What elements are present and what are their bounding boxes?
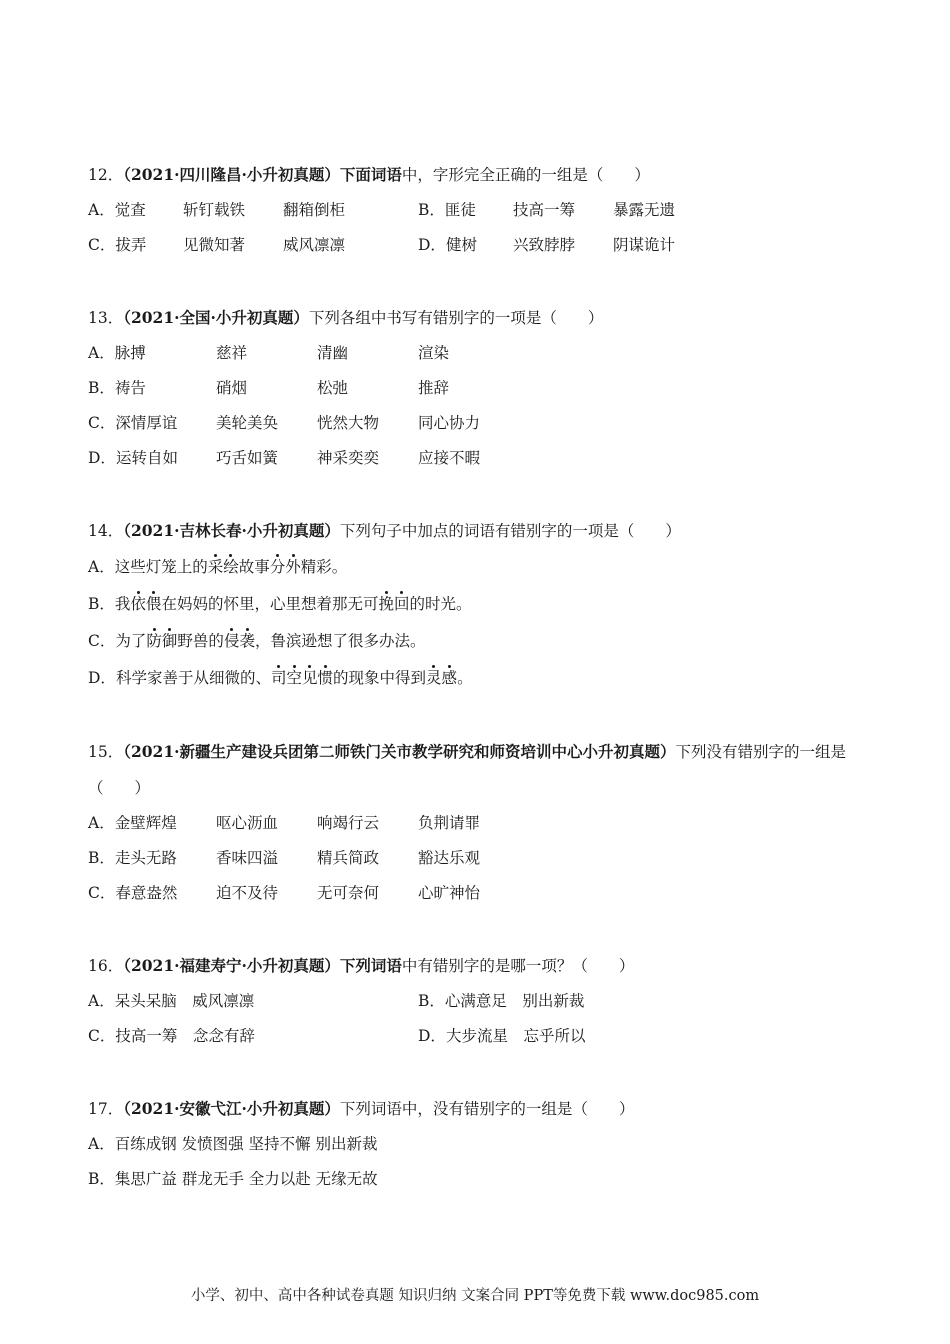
dotted-char: 分 [269, 558, 286, 576]
option-label: A． [88, 558, 115, 576]
question-text: 下列句子中加点的词语有错别字的一项是（ ） [339, 522, 681, 540]
dotted-char: 防 [146, 632, 162, 650]
option-word: 香味四溢 [216, 849, 279, 867]
dotted-char: 偎 [145, 595, 162, 613]
question-number: 15． [88, 743, 124, 761]
question-12 [88, 157, 878, 263]
question-stem [88, 513, 878, 549]
question-13 [88, 300, 878, 476]
option-text: ，鲁滨逊想了很多办法。 [254, 632, 426, 650]
option-word: 迫不及待 [216, 884, 279, 902]
option-word: 深情厚谊 [115, 414, 178, 432]
option-word: 呕心沥血 [216, 814, 279, 832]
dotted-char: 依 [130, 595, 146, 613]
question-number: 14． [88, 522, 124, 540]
option-word: 祷告 [114, 379, 146, 397]
dotted-char: 司 [270, 669, 287, 687]
question-source: （2021·吉林长春·小升初真题） [123, 521, 340, 540]
option-text: 百练成钢 发愤图强 坚持不懈 别出新裁 [114, 1135, 378, 1153]
question-number: 16． [88, 957, 124, 975]
option-row [88, 336, 878, 371]
option-label: B． [418, 992, 445, 1010]
option-word: 同心协力 [418, 414, 481, 432]
option-label: C． [88, 414, 116, 432]
option-label: C． [88, 1027, 116, 1045]
question-number: 17． [88, 1100, 124, 1118]
option-word: 巧舌如簧 [216, 449, 279, 467]
dotted-char: 惯 [317, 669, 334, 687]
option-row [88, 549, 878, 586]
option-word: 走头无路 [114, 849, 177, 867]
question-16 [88, 948, 878, 1054]
question-stem [88, 1091, 878, 1127]
option-word: 拔弄 [115, 236, 147, 254]
option-word: 翻箱倒柜 [283, 201, 346, 219]
option-word: 兴致脖脖 [513, 236, 576, 254]
question-text: 下列词语中，没有错别字的一组是（ ） [339, 1100, 635, 1118]
option-word: 慈祥 [216, 344, 248, 362]
option-word: 匪徒 [444, 201, 476, 219]
option-word: 暴露无遗 [613, 201, 676, 219]
option-label: B． [88, 379, 115, 397]
question-source: （2021·全国·小升初真题） [123, 308, 309, 327]
option-word: 推辞 [418, 379, 450, 397]
question-stem [88, 300, 878, 336]
question-number: 12． [88, 166, 124, 184]
option-word: 金壁辉煌 [114, 814, 177, 832]
question-stem [88, 734, 878, 806]
option-text: 心满意足 别出新裁 [444, 992, 585, 1010]
question-text: 下列各组中书写有错别字的一项是（ ） [308, 309, 604, 327]
question-17 [88, 1091, 878, 1197]
option-text: 这些灯笼上的 [114, 558, 208, 576]
option-word: 见微知著 [183, 236, 246, 254]
dotted-char: 空 [286, 669, 302, 687]
dotted-char: 挽 [378, 595, 394, 613]
option-label: A． [88, 344, 115, 362]
option-word: 春意盎然 [115, 884, 178, 902]
question-text: 中有错别字的是哪一项？（ ） [401, 957, 635, 975]
option-word: 硝烟 [216, 379, 248, 397]
option-text: 在妈妈的怀里，心里想着那无可 [161, 595, 379, 613]
option-word: 无可奈何 [317, 884, 380, 902]
option-word: 技高一筹 [513, 201, 576, 219]
option-row [88, 1019, 878, 1054]
option-label: A． [88, 814, 115, 832]
option-row [88, 586, 878, 623]
option-word: 觉查 [114, 201, 146, 219]
option-word: 阴谋诡计 [613, 236, 676, 254]
option-row [88, 406, 878, 441]
option-word: 豁达乐观 [418, 849, 481, 867]
dotted-char: 绘 [223, 558, 239, 576]
option-text: 大步流星 忘乎所以 [445, 1027, 586, 1045]
option-word: 精兵简政 [317, 849, 380, 867]
option-label: B． [88, 1170, 115, 1188]
dotted-char: 回 [393, 595, 410, 613]
option-row [88, 371, 878, 406]
option-text: 科学家善于从细微的、 [115, 669, 271, 687]
option-row [88, 876, 878, 911]
dotted-char: 侵 [223, 632, 240, 650]
option-text: 的时光。 [409, 595, 472, 613]
option-label: D． [88, 669, 116, 687]
option-word: 威风凛凛 [283, 236, 346, 254]
option-word: 松弛 [317, 379, 349, 397]
option-row [88, 623, 878, 660]
option-word: 响竭行云 [317, 814, 380, 832]
option-text: 的现象中得到 [333, 669, 427, 687]
question-source: （2021·新疆生产建设兵团第二师铁门关市教学研究和师资培训中心小升初真题） [123, 742, 676, 761]
option-row [88, 1127, 878, 1162]
option-word: 脉搏 [114, 344, 146, 362]
question-stem [88, 948, 878, 984]
option-text: 。 [457, 669, 473, 687]
option-text: 为了 [115, 632, 147, 650]
option-text: 野兽的 [177, 632, 224, 650]
option-word: 渲染 [418, 344, 450, 362]
option-label: D． [88, 449, 116, 467]
page-footer: 小学、初中、高中各种试卷真题 知识归纳 文案合同 PPT等免费下载 www.doc985.com [190, 1288, 760, 1304]
question-text: 下列没有错别字的一组是（ ） [88, 743, 847, 797]
option-row [88, 984, 878, 1019]
dotted-char: 御 [161, 632, 178, 650]
option-text: 技高一筹 念念有辞 [115, 1027, 255, 1045]
question-stem [88, 157, 878, 193]
option-label: B． [88, 595, 115, 613]
option-label: B． [88, 849, 115, 867]
question-14 [88, 513, 878, 697]
question-15 [88, 734, 878, 911]
option-text: 我 [114, 595, 131, 613]
dotted-char: 袭 [239, 632, 255, 650]
option-text: 精彩。 [300, 558, 348, 576]
option-word: 恍然大物 [317, 414, 380, 432]
dotted-char: 见 [301, 669, 318, 687]
option-row [88, 841, 878, 876]
question-source: （2021·安徽弋江·小升初真题） [123, 1099, 340, 1118]
dotted-char: 感 [441, 669, 458, 687]
option-label: C． [88, 236, 116, 254]
option-text: 呆头呆脑 威风凛凛 [114, 992, 255, 1010]
dotted-char: 灵 [426, 669, 442, 687]
option-label: A． [88, 992, 115, 1010]
option-word: 斩钉载铁 [183, 201, 246, 219]
option-word: 应接不暇 [418, 449, 481, 467]
option-label: D． [418, 1027, 446, 1045]
option-label: C． [88, 884, 116, 902]
option-word: 神采奕奕 [317, 449, 380, 467]
dotted-char: 外 [285, 558, 301, 576]
option-row [88, 806, 878, 841]
option-text: 集思广益 群龙无手 全力以赴 无缘无故 [114, 1170, 378, 1188]
option-row [88, 228, 878, 263]
option-row [88, 193, 878, 228]
option-word: 健树 [445, 236, 477, 254]
question-number: 13． [88, 309, 124, 327]
option-label: A． [88, 1135, 115, 1153]
option-word: 负荆请罪 [418, 814, 481, 832]
option-label: B． [418, 201, 445, 219]
question-text: 中，字形完全正确的一组是（ ） [401, 166, 650, 184]
option-row [88, 441, 878, 476]
option-word: 清幽 [317, 344, 349, 362]
option-word: 美轮美奂 [216, 414, 279, 432]
option-word: 运转自如 [115, 449, 178, 467]
option-label: D． [418, 236, 446, 254]
option-row [88, 660, 878, 697]
dotted-char: 采 [207, 558, 224, 576]
option-label: A． [88, 201, 115, 219]
option-text: 故事 [238, 558, 270, 576]
option-row [88, 1162, 878, 1197]
question-source: （2021·福建寿宁·小升初真题）下列词语 [123, 956, 402, 975]
question-source: （2021·四川隆昌·小升初真题）下面词语 [123, 165, 402, 184]
option-label: C． [88, 632, 116, 650]
option-word: 心旷神怡 [418, 884, 481, 902]
